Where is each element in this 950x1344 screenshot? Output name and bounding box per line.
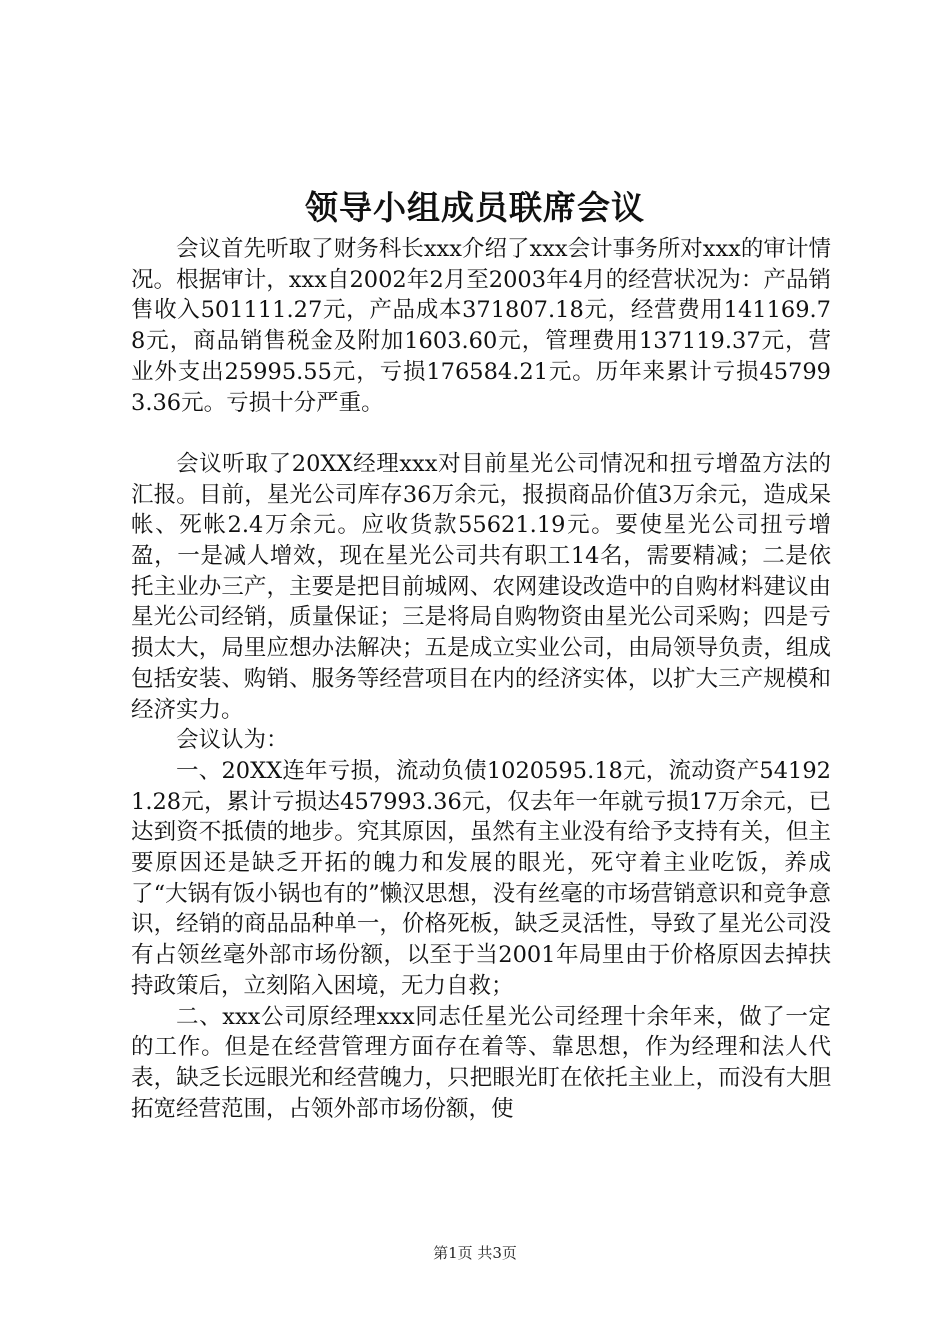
- paragraph-conclusion-two: 二、xxx公司原经理xxx同志任星光公司经理十余年来，做了一定的工作。但是在经营管理方面存在着等、靠思想，作为经理和法人代表，缺乏长远眼光和经营魄力，只把眼光盯在依托主业上，而没有大胆拓宽经营范围，占领外部市场份额，使: [131, 1003, 831, 1122]
- page-number-footer: 第1页 共3页: [433, 1244, 517, 1262]
- paragraph-conclusion-one: 一、20XX连年亏损，流动负债1020595.18元，流动资产541921.28元，累计亏损达457993.36元，仅去年一年就亏损17万余元，已达到资不抵债的地步。究其原因，虽然有主业没有给予支持有关，但主要原因还是缺乏开拓的魄力和发展的眼光，死守着主业吃饭，养成了“大锅有饭小锅也有的”懒汉思想，没有丝毫的市场营销意识和竞争意识，经销的商品品种单一，价格死板，缺乏灵活性，导致了星光公司没有占领丝毫外部市场份额，以至于当2001年局里由于价格原因去掉扶持政策后，立刻陷入困境，无力自救；: [131, 757, 831, 999]
- document-body: [131, 234, 831, 1124]
- paragraph-meeting-conclusion-heading: 会议认为：: [176, 727, 289, 754]
- document-title: 领导小组成员联席会议: [305, 188, 645, 227]
- paragraph-audit-report: 会议首先听取了财务科长xxx介绍了xxx会计事务所对xxx的审计情况。根据审计，xxx自2002年2月至2003年4月的经营状况为：产品销售收入501111.27元，产品成本371807.18元，经营费用141169.78元，商品销售税金及附加1603.60元，管理费用137119.37元，营业外支出25995.55元，亏损176584.21元。历年来累计亏损457993.36元。亏损十分严重。: [131, 236, 831, 416]
- paragraph-manager-report: 会议听取了20XX经理xxx对目前星光公司情况和扭亏增盈方法的汇报。目前，星光公司库存36万余元，报损商品价值3万余元，造成呆帐、死帐2.4万余元。应收货款55621.19元。要使星光公司扭亏增盈，一是减人增效，现在星光公司共有职工14名，需要精减；二是依托主业办三产，主要是把目前城网、农网建设改造中的自购材料建议由星光公司经销，质量保证；三是将局自购物资由星光公司采购；四是亏损太大，局里应想办法解决；五是成立实业公司，由局领导负责，组成包括安装、购销、服务等经营项目在内的经济实体，以扩大三产规模和经济实力。: [131, 450, 831, 723]
